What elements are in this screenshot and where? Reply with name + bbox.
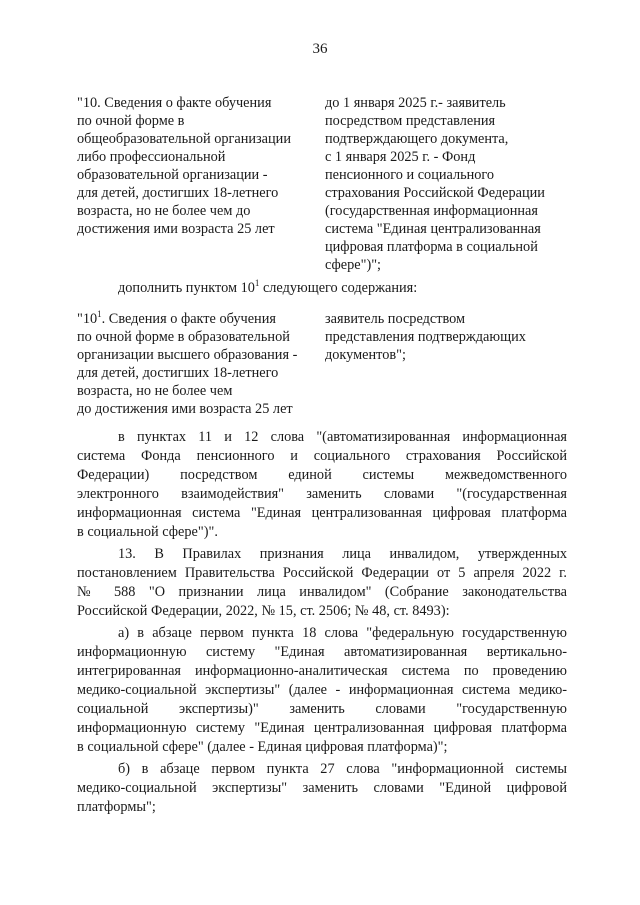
text-line: возраста, но не более чем [77,383,233,399]
text-line: подтверждающего документа, [325,131,509,147]
text-line: заявитель посредством [325,311,466,327]
text-line: пенсионного и социального [325,167,495,183]
paragraph-line: постановлением Правительства Российской Федерации от 5 апреля 2022 г. [77,565,567,581]
paragraph-line: социальной экспертизы)" заменить словами "государственную [77,701,567,717]
paragraph-line: интегрированная информационно-аналитическая система по проведению [77,663,567,679]
text-line: система "Единая централизованная [325,221,541,237]
text-line: посредством представления [325,113,496,129]
row-10-left-cell [77,94,325,274]
paragraph-line: электронного взаимодействия" заменить словами "(государственная [77,486,567,502]
text-line: до 1 января 2025 г.- заявитель [325,95,506,111]
text-line: "10. Сведения о факте обучения [77,95,272,111]
paragraph-line: в социальной сфере")". [77,524,218,540]
row-10-1-left-cell [77,310,325,418]
text-line: для детей, достигших 18-летнего [77,365,279,381]
row-10-1-right-cell [325,310,577,418]
text-line: до достижения ими возраста 25 лет [77,401,293,417]
supplement-line [118,279,608,297]
paragraph-line: информационную систему "Единая автоматизированная вертикально- [77,644,567,660]
text-line: представления подтверждающих [325,329,526,345]
text-fragment: . Сведения о факте обучения [101,311,276,327]
paragraph-line: Российской Федерации, 2022, № 15, ст. 2506; № 48, ст. 8493): [77,603,450,619]
paragraph-line: информационная система "Единая централизованная цифровая платформа [77,505,567,521]
text-line: образовательной организации - [77,167,268,183]
paragraph-line: в социальной сфере" (далее - Единая цифровая платформа)"; [77,739,448,755]
paragraph-line: а) в абзаце первом пункта 18 слова "федеральную государственную [118,625,567,641]
text-line: по очной форме в образовательной [77,329,290,345]
text-line: для детей, достигших 18-летнего [77,185,279,201]
table-row-10 [77,94,577,274]
row-10-right-cell [325,94,577,274]
text-line: цифровая платформа в социальной [325,239,538,255]
text-line: (государственная информационная [325,203,538,219]
item-number: "10 [77,311,98,327]
text-line [77,310,325,328]
supplement-text: следующего содержания: [259,280,418,296]
table-row-10-1 [77,310,577,418]
paragraph-line: информационную систему "Единая централизованная цифровая платформа [77,720,567,736]
paragraph-line: платформы"; [77,799,156,815]
superscript: 1 [97,309,102,320]
superscript: 1 [254,278,260,289]
text-line: страхования Российской Федерации [325,185,545,201]
paragraph-line: № 588 "О признании лица инвалидом" (Собрание законодательства [77,584,567,600]
text-line: документов"; [325,347,406,363]
paragraph-line: медико-социальной экспертизы" (далее - информационная система медико- [77,682,567,698]
paragraph-line: б) в абзаце первом пункта 27 слова "информационной системы [118,761,567,777]
supplement-text: дополнить пунктом 10 [118,280,255,296]
text-line: общеобразовательной организации [77,131,291,147]
text-line: по очной форме в [77,113,185,129]
page-number: 36 [312,41,328,57]
text-line: возраста, но не более чем до [77,203,251,219]
text-line: с 1 января 2025 г. - Фонд [325,149,476,165]
paragraph-line: система Фонда пенсионного и социального страхования Российской [77,448,567,464]
text-line: сфере")"; [325,257,382,273]
text-line: организации высшего образования - [77,347,298,363]
paragraph-line: Федерации) посредством единой системы межведомственного [77,467,567,483]
paragraph-line: медико-социальной экспертизы" заменить словами "Единой цифровой [77,780,567,796]
text-line: достижения ими возраста 25 лет [77,221,275,237]
paragraph-line: в пунктах 11 и 12 слова "(автоматизированная информационная [118,429,567,445]
text-line: либо профессиональной [77,149,226,165]
paragraph-line: 13. В Правилах признания лица инвалидом, утвержденных [118,546,567,562]
